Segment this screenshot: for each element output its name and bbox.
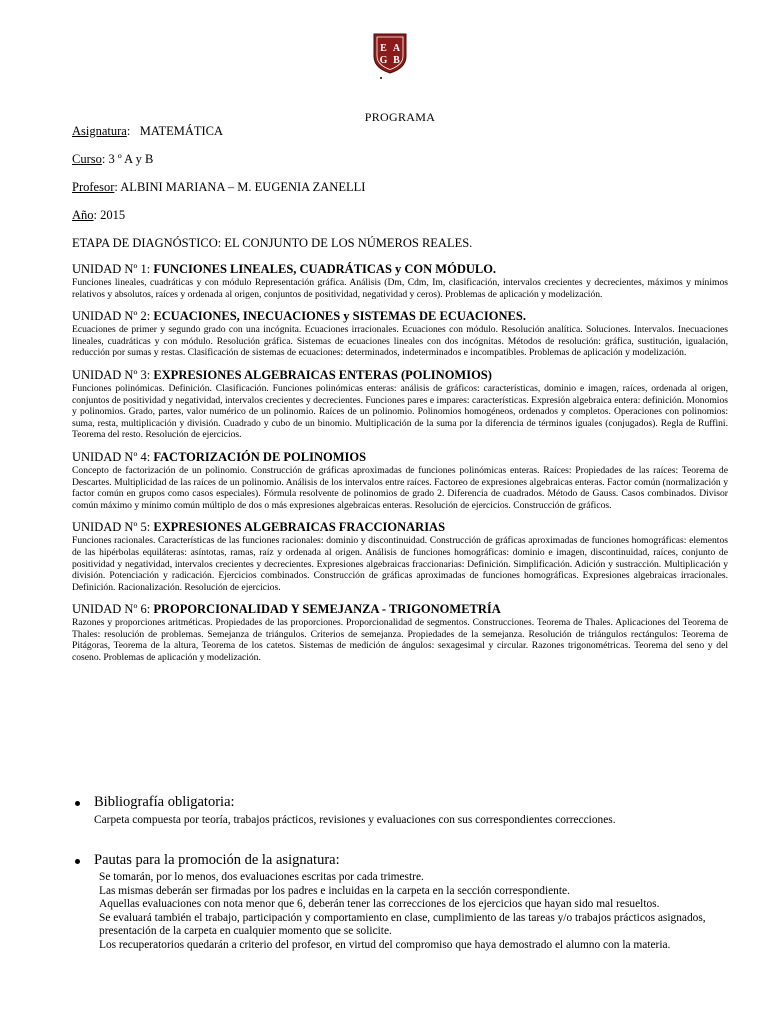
pautas-line: Los recuperatorios quedarán a criterio del profesor, en virtud del compromiso que haya demostrado el alumno con la materia. (99, 938, 671, 951)
unit-heading (72, 602, 728, 616)
unit-prefix: UNIDAD Nº 3: (72, 367, 151, 382)
pautas-heading: Pautas para la promoción de la asignatura: (72, 852, 728, 869)
pautas-line: Se tomarán, por lo menos, dos evaluaciones escritas por cada trimestre. (99, 871, 424, 883)
logo-dot (380, 77, 382, 79)
unit-2 (72, 309, 728, 359)
meta-label: Curso (72, 152, 102, 166)
svg-text:B: B (393, 55, 400, 66)
meta-value: MATEMÁTICA (139, 124, 224, 138)
unit-prefix: UNIDAD Nº 1: (72, 262, 151, 276)
bibliografia-heading: Bibliografía obligatoria: (72, 794, 728, 811)
meta-profesor: Profesor: ALBINI MARIANA – M. EUGENIA ZANELLI (72, 180, 366, 194)
svg-text:G: G (379, 55, 388, 66)
unit-body: Concepto de factorización de un polinomio. Construcción de gráficas aproximadas de funciones polinómicas enteras. Raíces: Propiedades de las raíces: Teorema de Descartes. Multiplicidad de las raíces de un polinomio. Análisis de los intervalos entre raíces. Factoreo de expresiones algebraicas enteras. Factor común (normalización y factor común en grupos como casos especiales). Fórmula resolvente de polinomios de grado 2. Diferencia de cuadrados. Método de Gauss. Casos combinados. Divisor común máximo y mínimo común múltiplo de dos o más expresiones algebraicas enteras. Resolución de ejercicios. Construcción de gráficos. (72, 464, 728, 511)
meta-value: 3 º A y B (108, 152, 154, 166)
pautas-line: Las mismas deberán ser firmadas por los padres e incluidas en la carpeta en la sección correspondiente. (99, 884, 570, 897)
unit-6 (72, 602, 728, 663)
unit-body: Funciones racionales. Características de las funciones racionales: dominio y discontinuidad. Construcción de gráficas aproximadas de funciones homográficas: elementos de las hipérbolas equiláteras: asíntotas, ramas, raíz y ordenada al origen. Análisis de funciones homográficas: dominio e imagen, discontinuidad, raíces, conjunto de positividad y negatividad, intervalos crecientes y decrecientes. Expresiones algebraicas fraccionarias: Definición. Simplificación. Adición y sustracción. Multiplicación y división. Potenciación y radicación. Ejercicios combinados. Construcción de gráficas aproximadas de funciones homográficas. Expresiones algebraicas irracionales. Definición. Racionalización. Resolución de ejercicios. (72, 535, 728, 593)
pautas-line: Aquellas evaluaciones con nota menor que 6, deberán tener las correcciones de los ejercicios que hayan sido mal resueltos. (99, 898, 660, 910)
svg-text:A: A (392, 43, 401, 54)
pautas-section (72, 852, 728, 952)
meta-label: Asignatura (72, 124, 127, 138)
meta-anio: Año: 2015 (72, 208, 126, 222)
meta-label: Año (72, 208, 94, 222)
unit-title: FUNCIONES LINEALES, CUADRÁTICAS y CON MÓDULO. (153, 262, 497, 276)
unit-heading (72, 309, 728, 323)
svg-text:E: E (380, 43, 387, 54)
page-title: PROGRAMA (364, 110, 436, 124)
meta-asignatura: Asignatura: MATEMÁTICA (72, 124, 224, 138)
unit-heading (72, 450, 728, 464)
unit-title: ECUACIONES, INECUACIONES y SISTEMAS DE ECUACIONES. (153, 309, 526, 324)
unit-title: EXPRESIONES ALGEBRAICAS ENTERAS (POLINOMIOS) (153, 367, 492, 382)
meta-label: Profesor (72, 180, 115, 194)
meta-value: 2015 (100, 208, 126, 222)
unit-body: Ecuaciones de primer y segundo grado con una incógnita. Ecuaciones irracionales. Ecuaciones con módulo. Resolución analítica. Soluciones. Intervalos. Inecuaciones lineales, cuadráticas y con módulo. Resolución gráfica. Sistemas de ecuaciones lineales con dos incógnitas. Métodos de resolución: gráfica, sustitución, igualación, reducción por sumas y restas. Clasificación de sistemas de ecuaciones: determinados, indeterminados e incompatibles. Problemas de aplicación y modelización. (72, 324, 728, 359)
unit-body: Funciones polinómicas. Definición. Clasificación. Funciones polinómicas enteras: análisis de gráficos: características, dominio e imagen, raíces, ordenada al origen, conjuntos de positividad y negatividad, intervalos crecientes y decrecientes. Funciones pares e impares: características. Expresión algebraica entera: definición. Monomios y polinomios. Grado, partes, valor numérico de un polinomio. Raíces de un polinomio. Polinomios homogéneos, ordenados y completos. Operaciones con polinomios: suma, resta, multiplicación y división. Cuadrado y cubo de un binomio. Multiplicación de la suma por la diferencia de términos iguales (conjugados). Regla de Ruffini. Teorema del resto. Resolución de ejercicios. (72, 382, 728, 441)
unit-prefix: UNIDAD Nº 6: (72, 602, 151, 617)
unit-prefix: UNIDAD Nº 5: (72, 520, 151, 535)
unit-body: Funciones lineales, cuadráticas y con módulo Representación gráfica. Análisis (Dm, Cdm, Im, clasificación, intervalos crecientes y decrecientes, máximos y mínimos relativos y absolutos, raíces y ordenada al origen, conjuntos de positividad, negatividad y ceros). Problemas de aplicación y modelización. (72, 277, 728, 300)
unit-1 (72, 262, 728, 300)
bibliografia-section (72, 794, 728, 828)
unit-title: PROPORCIONALIDAD Y SEMEJANZA - TRIGONOMETRÍA (153, 602, 501, 617)
unit-title: EXPRESIONES ALGEBRAICAS FRACCIONARIAS (153, 520, 446, 535)
unit-5 (72, 520, 728, 593)
school-logo (372, 32, 408, 74)
pautas-line: Se evaluará también el trabajo, participación y comportamiento en clase, cumplimiento de las tareas y/o trabajos prácticos asignados, presentación de la carpeta en cualquier momento que se solicite. (99, 911, 706, 937)
pautas-body (99, 871, 728, 952)
unit-heading (72, 368, 728, 382)
unit-3 (72, 368, 728, 441)
unit-prefix: UNIDAD Nº 2: (72, 309, 151, 324)
unit-title: FACTORIZACIÓN DE POLINOMIOS (153, 449, 367, 464)
units-list (72, 262, 728, 673)
unit-heading (72, 520, 728, 534)
unit-heading (72, 262, 728, 276)
etapa-diagnostico: ETAPA DE DIAGNÓSTICO: EL CONJUNTO DE LOS NÚMEROS REALES. (72, 236, 473, 250)
meta-value: ALBINI MARIANA – M. EUGENIA ZANELLI (120, 180, 366, 194)
unit-4 (72, 450, 728, 511)
bibliografia-body: Carpeta compuesta por teoría, trabajos prácticos, revisiones y evaluaciones con sus correspondientes correcciones. (94, 814, 616, 826)
meta-curso: Curso: 3 º A y B (72, 152, 154, 166)
unit-prefix: UNIDAD Nº 4: (72, 449, 151, 464)
unit-body: Razones y proporciones aritméticas. Propiedades de las proporciones. Proporcionalidad de segmentos. Construcciones. Teorema de Thales. Aplicaciones del Teorema de Thales: resolución de problemas. Semejanza de triángulos. Criterios de semejanza. Propiedades de la semejanza. Resolución de triángulos rectángulos: Teorema de Pitágoras, Teorema de la altura, Teorema de los catetos. Sistemas de medición de ángulos: sexagesimal y circular. Razones trigonométricas. Teorema del seno y del coseno. Problemas de aplicación y modelización. (72, 617, 728, 664)
